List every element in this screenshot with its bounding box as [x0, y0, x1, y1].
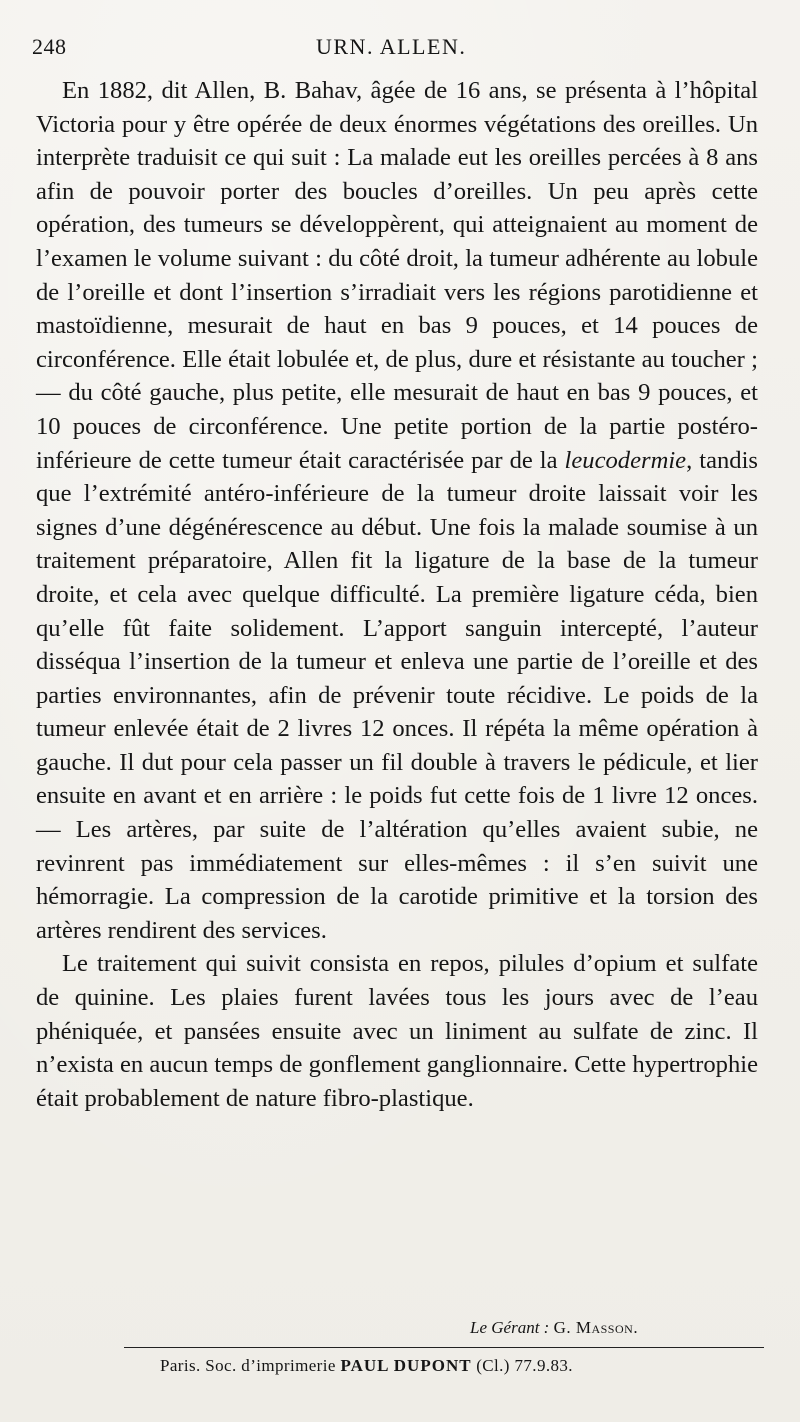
imprint-line [160, 1356, 573, 1376]
running-head: URN. ALLEN. [316, 34, 467, 59]
page-header [30, 34, 770, 64]
paragraph-text: , tandis que l’extrémité antéro-inférieure de la tumeur droite laissait voir les signes d’une dégénérescence au début. Une fois la malade soumise à un traitement préparatoire, Allen fit la ligature de la base de la tumeur droite, et cela avec quelque difficulté. La première ligature céda, bien qu’elle fût faite solidement. L’apport sanguin intercepté, l’auteur disséqua l’insertion de la tumeur et enleva une partie de l’oreille et des parties environnantes, afin de prévenir toute récidive. Le poids de la tumeur enlevée était de 2 livres 12 onces. Il répéta la même opération à gauche. Il dut pour cela passer un fil double à travers le pédicule, et lier ensuite en avant et en arrière : le poids fut cette fois de 1 livre 12 onces. — Les artères, par suite de l’altération qu’elles avaient subie, ne revinrent pas immédiatement sur elles-mêmes : il s’en suivit une hémorragie. La compression de la carotide primitive et la torsion des artères rendirent des services. [36, 446, 758, 944]
body-text [36, 74, 758, 1115]
paragraph-case-report [36, 74, 758, 947]
paragraph-text: En 1882, dit Allen, B. Bahav, âgée de 16 ans, se présenta à l’hôpital Victoria pour y être opérée de deux énormes végétations des oreilles. Un interprète traduisit ce qui suit : La malade eut les oreilles percées à 8 ans afin de pouvoir porter des boucles d’oreilles. Un peu après cette opération, des tumeurs se développèrent, qui atteignaient au moment de l’examen le volume suivant : du côté droit, la tumeur adhérente au lobule de l’oreille et dont l’insertion s’irradiait vers les régions parotidienne et mastoïdienne, mesurait de haut en bas 9 pouces, et 14 pouces de circonférence. Elle était lobulée et, de plus, dure et résistante au toucher ; — du côté gauche, plus petite, elle mesurait de haut en bas 9 pouces, et 10 pouces de circonférence. Une petite portion de la partie postéro-inférieure de cette tumeur était caractérisée par de la [36, 77, 758, 474]
gerant-signature [470, 1318, 638, 1338]
imprint-printer: PAUL DUPONT [340, 1356, 472, 1375]
page-number: 248 [32, 34, 67, 59]
italic-term: leucodermie [564, 446, 687, 474]
imprint-prefix: Paris. Soc. d’imprimerie [160, 1356, 336, 1375]
gerant-label: Le Gérant : [470, 1318, 550, 1337]
footer-rule [124, 1347, 764, 1348]
imprint-suffix: (Cl.) 77.9.83. [476, 1356, 573, 1375]
gerant-name: G. Masson. [553, 1318, 639, 1337]
paragraph-treatment: Le traitement qui suivit consista en repos, pilules d’opium et sulfate de quinine. Les plaies furent lavées tous les jours avec de l’eau phéniquée, et pansées ensuite avec un liniment au sulfate de zinc. Il n’exista en aucun temps de gonflement ganglionnaire. Cette hypertrophie était probablement de nature fibro-plastique. [36, 950, 758, 1112]
